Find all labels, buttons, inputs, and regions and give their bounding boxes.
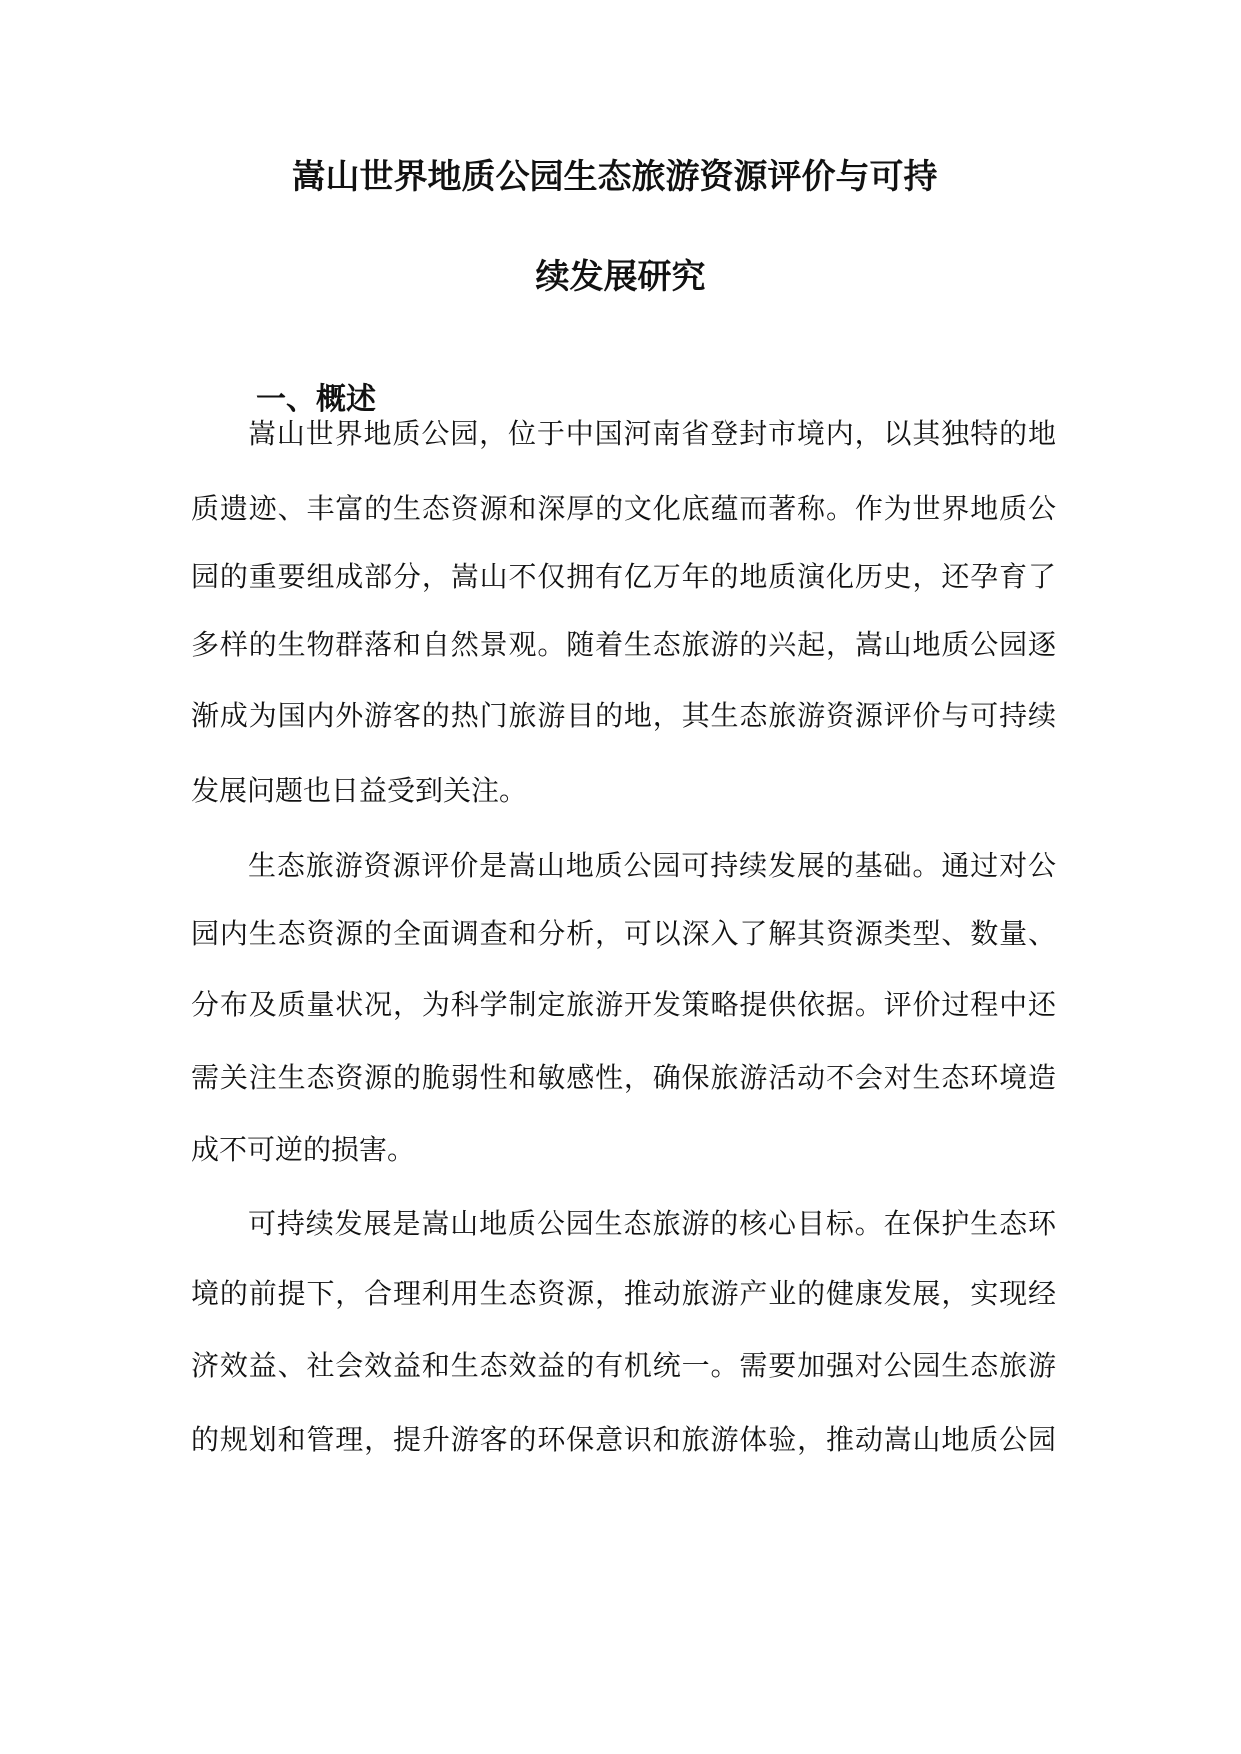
paragraph-1-line-6: 发展问题也日益受到关注。: [191, 774, 528, 807]
paragraph-1-line-2: 质遗迹、丰富的生态资源和深厚的文化底蕴而著称。作为世界地质公: [191, 492, 1056, 525]
paragraph-1-line-4: 多样的生物群落和自然景观。随着生态旅游的兴起，嵩山地质公园逐: [191, 628, 1056, 661]
document-title-line-1: 嵩山世界地质公园生态旅游资源评价与可持: [291, 157, 938, 197]
paragraph-3-line-2: 境的前提下，合理利用生态资源，推动旅游产业的健康发展，实现经: [191, 1277, 1056, 1310]
paragraph-2-line-4: 需关注生态资源的脆弱性和敏感性，确保旅游活动不会对生态环境造: [191, 1061, 1056, 1094]
document-title-line-2: 续发展研究: [535, 257, 706, 297]
paragraph-1-line-5: 渐成为国内外游客的热门旅游目的地，其生态旅游资源评价与可持续: [191, 699, 1056, 732]
paragraph-2-line-2: 园内生态资源的全面调查和分析，可以深入了解其资源类型、数量、: [191, 917, 1056, 950]
paragraph-2-line-1: 生态旅游资源评价是嵩山地质公园可持续发展的基础。通过对公: [248, 849, 1056, 882]
paragraph-1-line-1: 嵩山世界地质公园，位于中国河南省登封市境内，以其独特的地: [248, 417, 1056, 450]
paragraph-3-line-1: 可持续发展是嵩山地质公园生态旅游的核心目标。在保护生态环: [248, 1207, 1056, 1240]
section-heading: 一、概述: [256, 382, 376, 417]
paragraph-3-line-3: 济效益、社会效益和生态效益的有机统一。需要加强对公园生态旅游: [191, 1349, 1056, 1382]
paragraph-2-line-5: 成不可逆的损害。: [191, 1133, 416, 1166]
paragraph-1-line-3: 园的重要组成部分，嵩山不仅拥有亿万年的地质演化历史，还孕育了: [191, 560, 1056, 593]
paragraph-3-line-4: 的规划和管理，提升游客的环保意识和旅游体验，推动嵩山地质公园: [191, 1423, 1056, 1456]
paragraph-2-line-3: 分布及质量状况，为科学制定旅游开发策略提供依据。评价过程中还: [191, 988, 1056, 1021]
